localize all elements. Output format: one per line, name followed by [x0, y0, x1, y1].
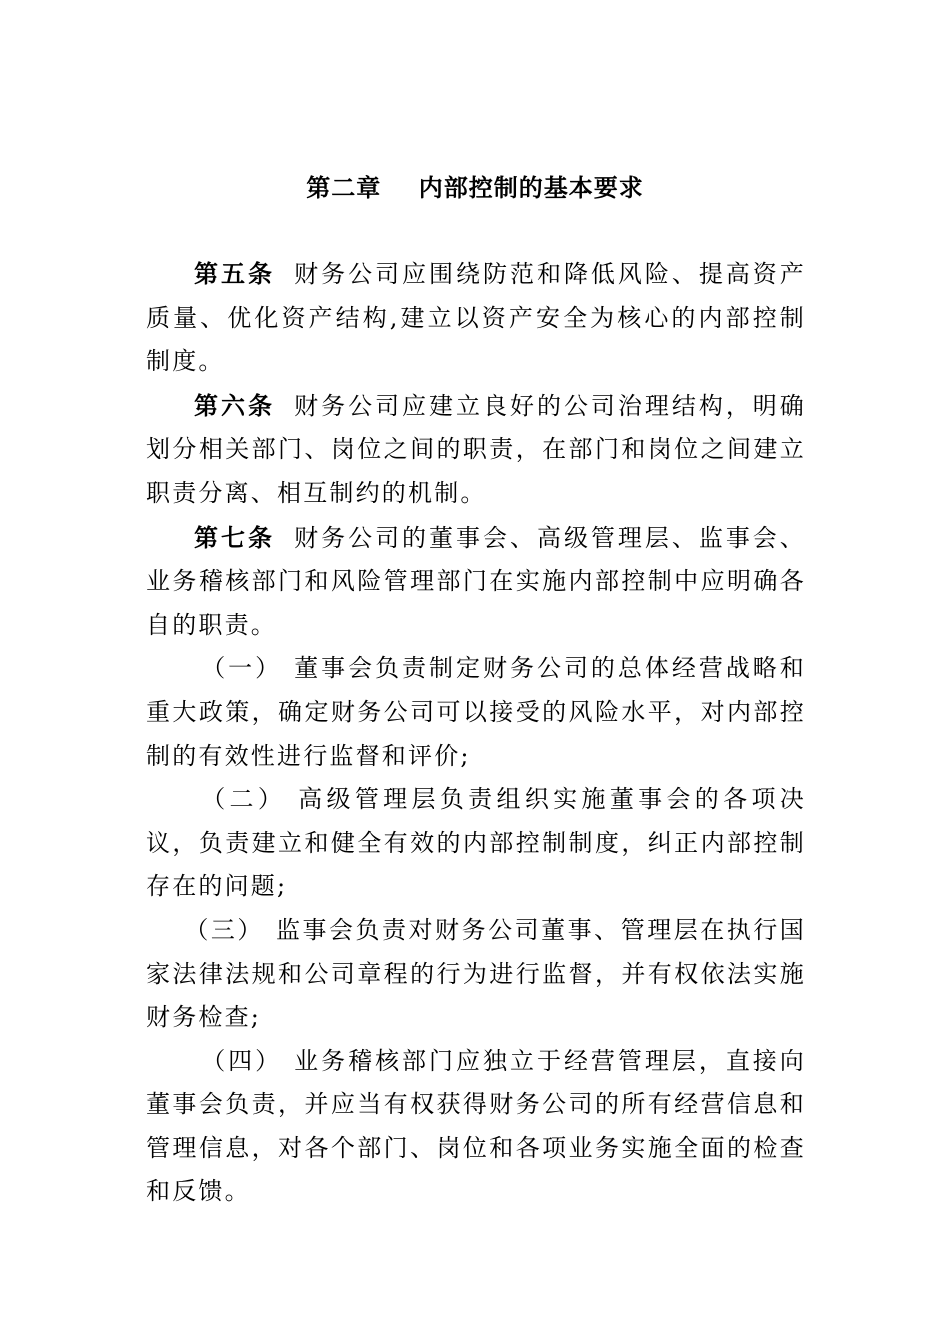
item-text: 业务稽核部门应独立于经营管理层，直接向董事会负责，并应当有权获得财务公司的所有经营信息和管理信息，对各个部门、岗位和各项业务实施全面的检查和反馈。 — [146, 1046, 806, 1206]
item-text: 高级管理层负责组织实施董事会的各项决议，负责建立和健全有效的内部控制制度，纠正内部控制存在的问题; — [146, 785, 806, 901]
article-6 — [146, 384, 806, 516]
article-heading: 第六条 — [194, 390, 275, 420]
chapter-title: 第二章 内部控制的基本要求 — [306, 173, 644, 202]
document-body — [146, 252, 806, 1214]
list-item — [146, 1040, 806, 1214]
list-item — [146, 909, 806, 1040]
list-item — [146, 647, 806, 778]
list-item — [146, 778, 806, 909]
article-text: 财务公司应建立良好的公司治理结构，明确划分相关部门、岗位之间的职责，在部门和岗位之间建立职责分离、相互制约的机制。 — [146, 391, 806, 507]
article-text: 财务公司的董事会、高级管理层、监事会、业务稽核部门和风险管理部门在实施内部控制中应明确各自的职责。 — [146, 523, 806, 639]
article-text: 财务公司应围绕防范和降低风险、提高资产质量、优化资产结构,建立以资产安全为核心的内部控制制度。 — [146, 260, 806, 376]
article-7 — [146, 516, 806, 648]
item-marker: （三） — [184, 915, 264, 944]
item-text: 董事会负责制定财务公司的总体经营战略和重大政策，确定财务公司可以接受的风险水平，对内部控制的有效性进行监督和评价; — [146, 654, 806, 770]
item-marker: （一） — [201, 654, 283, 683]
article-5 — [146, 252, 806, 384]
item-marker: （二） — [201, 785, 287, 814]
article-heading: 第七条 — [194, 522, 275, 552]
item-text: 监事会负责对财务公司董事、管理层在执行国家法律法规和公司章程的行为进行监督，并有权依法实施财务检查; — [146, 915, 806, 1032]
article-heading: 第五条 — [194, 259, 275, 288]
item-marker: （四） — [201, 1046, 283, 1075]
